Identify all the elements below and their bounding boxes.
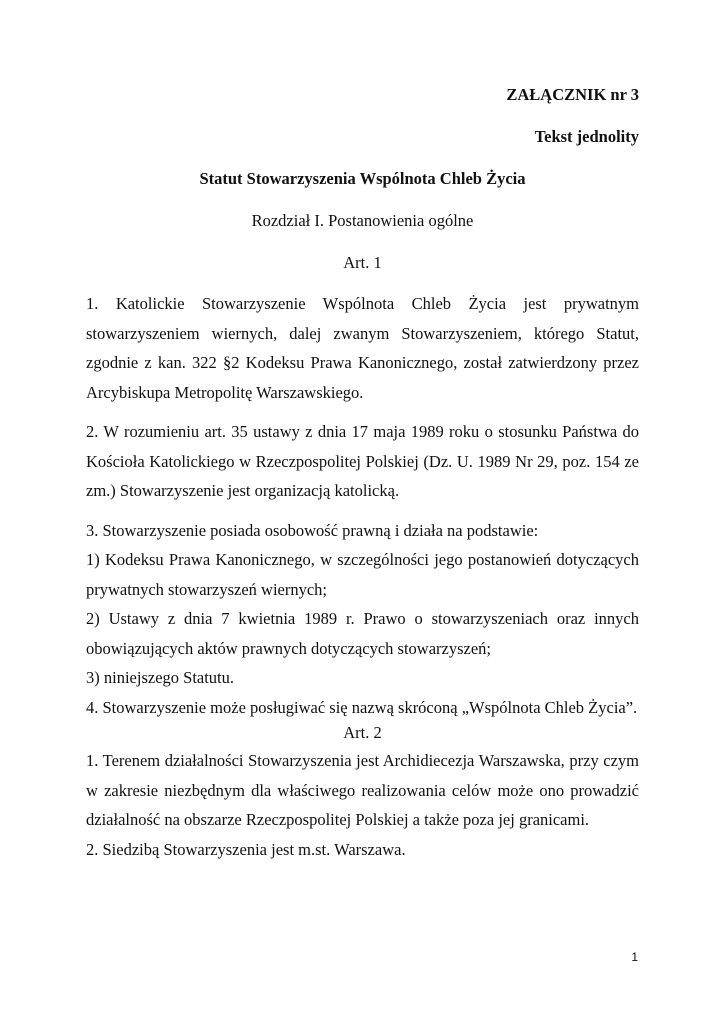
document-title: Statut Stowarzyszenia Wspólnota Chleb Życia [199, 169, 526, 188]
article-1-paragraph-2: 2. W rozumieniu art. 35 ustawy z dnia 17 maja 1989 roku o stosunku Państwa do Kościoła Katolickiego w Rzeczpospolitej Polskiej (Dz. U. 1989 Nr 29, poz. 154 ze zm.) Stowarzyszenie jest organizacją katolicką. [86, 422, 639, 500]
article-1-paragraph-3-item-2: 2) Ustawy z dnia 7 kwietnia 1989 r. Prawo o stowarzyszeniach oraz innych obowiązujących aktów prawnych dotyczących stowarzyszeń; [86, 609, 639, 658]
article-2-paragraph-2: 2. Siedzibą Stowarzyszenia jest m.st. Warszawa. [86, 839, 406, 859]
article-1-paragraph-3: 3. Stowarzyszenie posiada osobowość prawną i działa na podstawie: [86, 520, 539, 540]
article-1-paragraph-3-item-1: 1) Kodeksu Prawa Kanonicznego, w szczególności jego postanowień dotyczących prywatnych stowarzyszeń wiernych; [86, 550, 639, 599]
attachment-label: ZAŁĄCZNIK nr 3 [506, 85, 639, 104]
article-2-paragraph-1: 1. Terenem działalności Stowarzyszenia jest Archidiecezja Warszawska, przy czym w zakresie niezbędnym dla właściwego realizowania celów może ono prowadzić działalność na obszarze Rzeczpospolitej Polskiej a także poza jej granicami. [86, 751, 639, 829]
document-content [86, 84, 639, 864]
chapter-heading: Rozdział I. Postanowienia ogólne [251, 211, 474, 230]
article-2-heading: Art. 2 [343, 723, 382, 742]
article-1-paragraph-1: 1. Katolickie Stowarzyszenie Wspólnota Chleb Życia jest prywatnym stowarzyszeniem wiernych, dalej zwanym Stowarzyszeniem, którego Statut, zgodnie z kan. 322 §2 Kodeksu Prawa Kanonicznego, został zatwierdzony przez Arcybiskupa Metropolitę Warszawskiego. [86, 294, 639, 402]
page-number: 1 [631, 950, 638, 964]
article-1-paragraph-3-item-3: 3) niniejszego Statutu. [86, 668, 235, 687]
article-1-paragraph-4: 4. Stowarzyszenie może posługiwać się nazwą skróconą „Wspólnota Chleb Życia”. [86, 697, 638, 717]
unified-text-label: Tekst jednolity [534, 127, 639, 146]
article-1-heading: Art. 1 [343, 253, 382, 272]
